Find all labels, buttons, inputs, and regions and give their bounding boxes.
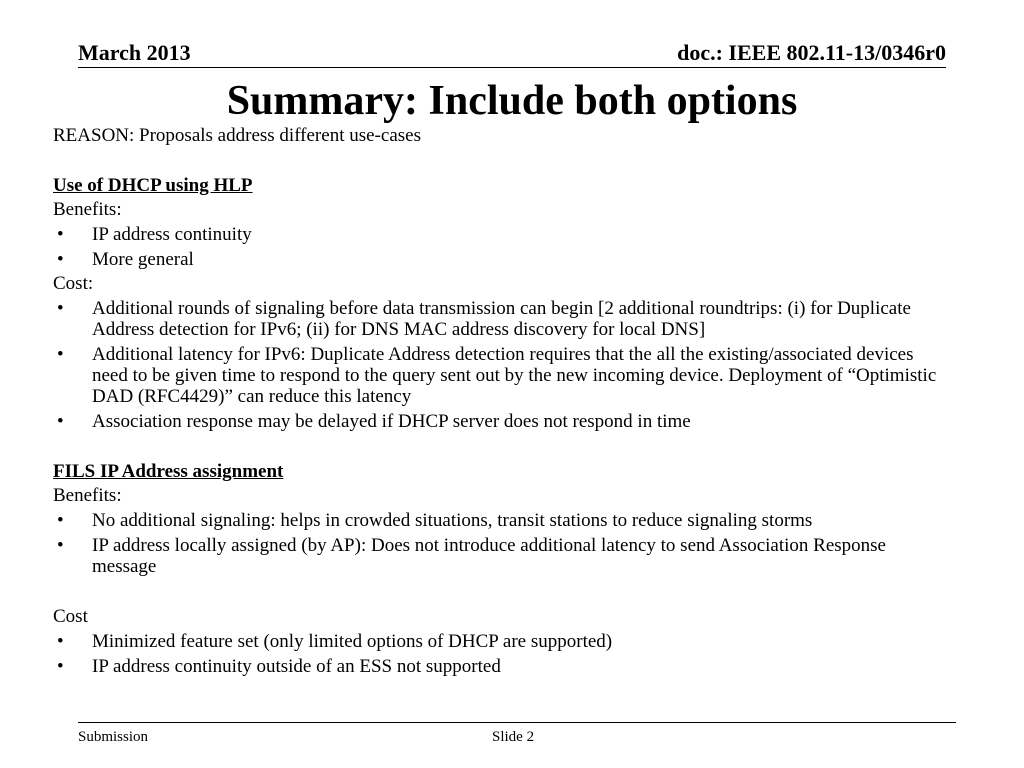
header-date: March 2013 (78, 40, 191, 65)
list-item (53, 533, 953, 577)
bullet-icon: • (57, 344, 64, 365)
bullet-text: IP address continuity (92, 224, 252, 245)
header-doc-id: doc.: IEEE 802.11-13/0346r0 (677, 40, 946, 65)
bullet-icon: • (57, 510, 64, 531)
bullet-text: More general (92, 249, 194, 270)
bullet-icon: • (57, 298, 64, 319)
bullet-icon: • (57, 656, 64, 677)
bullet-text: Minimized feature set (only limited options of DHCP are supported) (92, 631, 613, 652)
reason-text: REASON: Proposals address different use-cases (53, 125, 421, 146)
bullet-text: Additional latency for IPv6: Duplicate Address detection requires that the all the existing/associated devices need to be given time to respond to the query sent out by the new incoming device. Deployment of “Optimistic DAD (RFC4429)” can reduce this latency (92, 344, 937, 407)
list-item (53, 508, 953, 531)
footer-divider (78, 722, 956, 723)
fils-cost-label: Cost (53, 606, 88, 627)
slide-title: Summary: Include both options (226, 78, 798, 124)
header-divider (78, 67, 946, 68)
bullet-text: Association response may be delayed if DHCP server does not respond in time (92, 411, 691, 432)
bullet-text: IP address locally assigned (by AP): Does not introduce additional latency to send Association Response message (92, 535, 886, 577)
list-item (53, 342, 953, 407)
slide-body (53, 124, 953, 679)
bullet-icon: • (57, 224, 64, 245)
dhcp-cost-label: Cost: (53, 273, 94, 294)
spacer (53, 434, 953, 460)
dhcp-heading: Use of DHCP using HLP (53, 175, 253, 196)
footer-slide-number: Slide 2 (492, 729, 535, 745)
bullet-icon: • (57, 535, 64, 556)
list-item (53, 296, 953, 340)
bullet-icon: • (57, 631, 64, 652)
fils-heading: FILS IP Address assignment (53, 461, 284, 482)
bullet-icon: • (57, 411, 64, 432)
list-item (53, 409, 953, 432)
list-item (53, 247, 953, 270)
bullet-icon: • (57, 249, 64, 270)
dhcp-benefits-label: Benefits: (53, 199, 122, 220)
bullet-text: Additional rounds of signaling before data transmission can begin [2 additional roundtrips: (i) for Duplicate Address detection for IPv6; (ii) for DNS MAC address discovery for local DNS] (92, 298, 911, 340)
fils-benefits-label: Benefits: (53, 485, 122, 506)
footer-submission: Submission (78, 729, 149, 745)
list-item (53, 654, 953, 677)
list-item (53, 222, 953, 245)
bullet-text: IP address continuity outside of an ESS not supported (92, 656, 501, 677)
spacer (53, 148, 953, 174)
spacer (53, 579, 953, 605)
bullet-text: No additional signaling: helps in crowded situations, transit stations to reduce signaling storms (92, 510, 813, 531)
list-item (53, 629, 953, 652)
